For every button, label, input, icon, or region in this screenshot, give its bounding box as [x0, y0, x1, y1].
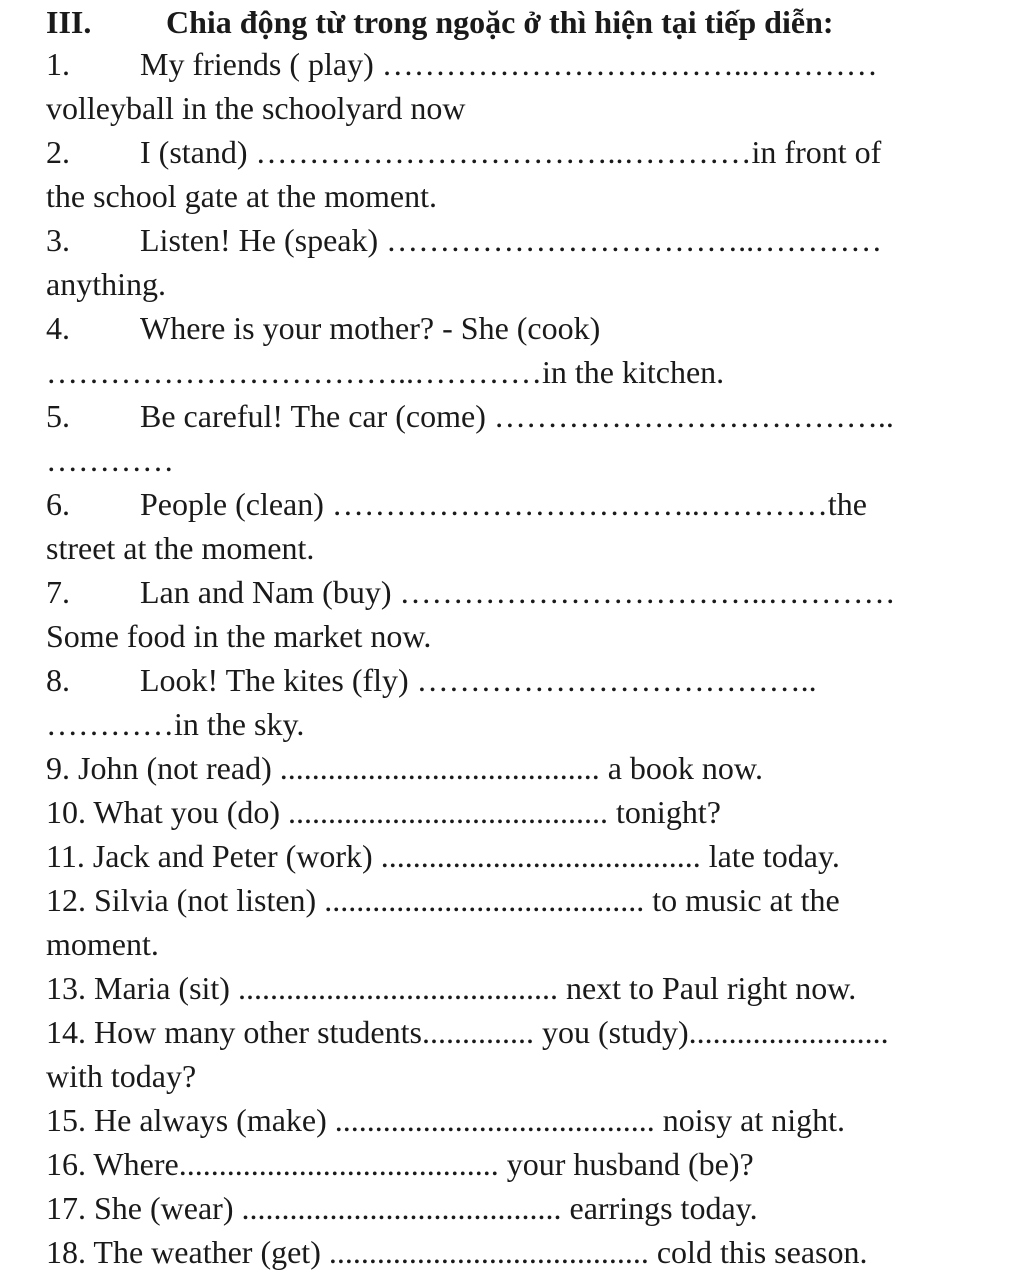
- line-text: 17. She (wear) ........................................ earrings today.: [46, 1190, 758, 1226]
- exercise-line: [46, 438, 174, 482]
- line-text: People (clean) ……………………………..…………the: [140, 486, 867, 522]
- exercise-line: [46, 1010, 889, 1054]
- item-number: 5.: [46, 398, 70, 434]
- line-text: Be careful! The car (come) ………………………………..: [140, 398, 894, 434]
- line-text: 13. Maria (sit) ........................................ next to Paul right now.: [46, 970, 857, 1006]
- exercise-line: [46, 966, 856, 1010]
- exercise-line: [46, 658, 817, 702]
- item-number: 1.: [46, 46, 70, 82]
- line-text: 11. Jack and Peter (work) ........................................ late today.: [46, 838, 840, 874]
- exercise-line: [46, 702, 304, 746]
- line-text: anything.: [46, 266, 166, 302]
- line-text: with today?: [46, 1058, 197, 1094]
- line-text: 15. He always (make) ........................................ noisy at night.: [46, 1102, 845, 1138]
- line-text: moment.: [46, 926, 159, 962]
- line-text: Some food in the market now.: [46, 618, 432, 654]
- line-text: 9. John (not read) ........................................ a book now.: [46, 750, 763, 786]
- exercise-line: [46, 86, 465, 130]
- line-text: ……………………………..…………in the kitchen.: [46, 354, 725, 390]
- line-text: Listen! He (speak) ……………………………..…………: [140, 222, 883, 258]
- line-text: …………: [46, 442, 174, 478]
- line-text: the school gate at the moment.: [46, 178, 437, 214]
- exercise-line: [46, 174, 437, 218]
- line-text: Lan and Nam (buy) ……………………………..…………: [140, 574, 896, 610]
- section-title: Chia động từ trong ngoặc ở thì hiện tại tiếp diễn:: [166, 4, 834, 40]
- exercise-line: [46, 1054, 196, 1098]
- line-text: Look! The kites (fly) ………………………………..: [140, 662, 817, 698]
- line-text: 10. What you (do) ........................................ tonight?: [46, 794, 721, 830]
- line-text: My friends ( play) ……………………………..…………: [140, 46, 878, 82]
- exercise-line: [46, 394, 894, 438]
- exercise-line: [46, 1230, 867, 1274]
- exercise-line: [46, 1098, 845, 1142]
- exercise-line: [46, 130, 881, 174]
- exercise-line: [46, 350, 724, 394]
- exercise-line: [46, 526, 314, 570]
- exercise-line: [46, 482, 867, 526]
- exercise-line: [46, 1142, 754, 1186]
- item-number: 6.: [46, 486, 70, 522]
- line-text: I (stand) ……………………………..…………in front of: [140, 134, 882, 170]
- exercise-line: [46, 746, 763, 790]
- exercise-line: [46, 306, 600, 350]
- exercise-line: [46, 570, 895, 614]
- exercise-line: [46, 42, 878, 86]
- exercise-line: [46, 614, 431, 658]
- line-text: street at the moment.: [46, 530, 315, 566]
- exercise-line: [46, 790, 721, 834]
- line-text: 16. Where........................................ your husband (be)?: [46, 1146, 754, 1182]
- item-number: 8.: [46, 662, 70, 698]
- exercise-line: [46, 878, 840, 922]
- line-text: volleyball in the schoolyard now: [46, 90, 466, 126]
- line-text: …………in the sky.: [46, 706, 305, 742]
- exercise-line: [46, 1186, 758, 1230]
- line-text: 18. The weather (get) ........................................ cold this season.: [46, 1234, 868, 1270]
- exercise-line: [46, 262, 166, 306]
- line-text: 12. Silvia (not listen) ........................................ to music at the: [46, 882, 840, 918]
- item-number: 2.: [46, 134, 70, 170]
- item-number: 7.: [46, 574, 70, 610]
- line-text: 14. How many other students.............. you (study).........................: [46, 1014, 889, 1050]
- exercise-line: [46, 922, 159, 966]
- item-number: 3.: [46, 222, 70, 258]
- section-number: III.: [46, 4, 92, 40]
- exercise-line: [46, 218, 882, 262]
- exercise-line: [46, 834, 840, 878]
- line-text: Where is your mother? - She (cook): [140, 310, 601, 346]
- item-number: 4.: [46, 310, 70, 346]
- section-heading: [46, 0, 834, 44]
